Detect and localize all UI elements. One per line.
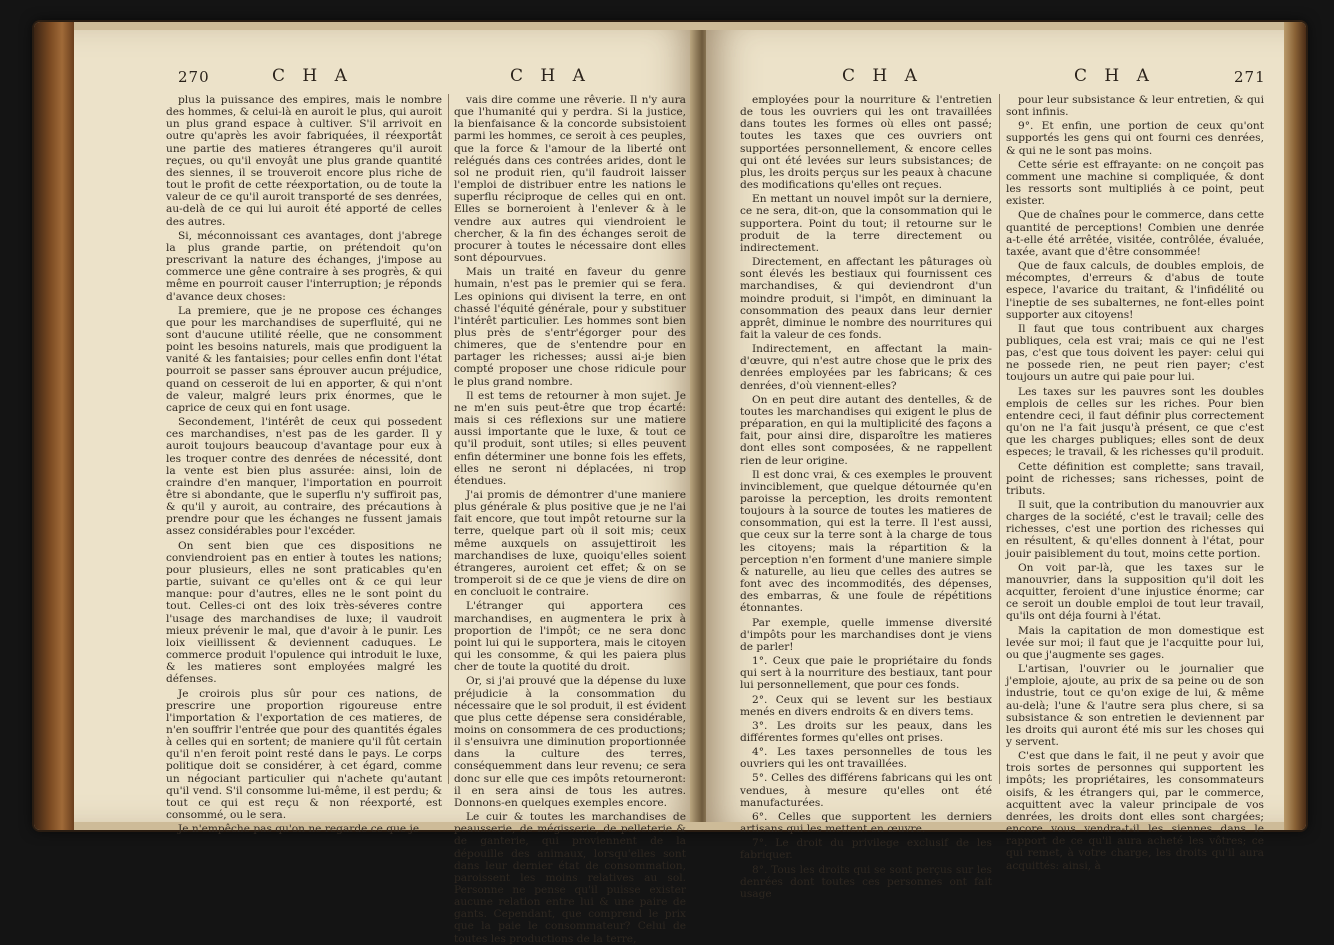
page-number-right: 271 xyxy=(1234,68,1266,86)
right-page xyxy=(706,30,1284,900)
paragraph: Directement, en affectant les pâturages où sont élevés les bestiaux qui fournissent ces marchandises, & qui deviendront d'un moindre produit, si l'impôt, en diminuant la consommation des peaux dans leur dernier apprêt, diminue le nombre des nourritures qui fait la valeur de ces fonds. xyxy=(740,256,992,341)
paragraph: C'est que dans le fait, il ne peut y avoir que trois sortes de personnes qui supportent les impôts; les propriétaires, les consommateurs oisifs, & les étrangers qui, par le commerce, acquittent avec la valeur principale de vos denrées, les droits dont elles sont chargées; encore vous vendra-t-il les siennes dans le rapport de ce qu'il aura acheté les vôtres; ce qui remet, à votre charge, les droits qu'il aura acquittés: ainsi, à xyxy=(1006,750,1264,872)
paragraph: 6°. Celles que supportent les derniers artisans qui les mettent en œuvre. xyxy=(740,810,992,836)
paragraph: Or, si j'ai prouvé que la dépense du luxe préjudicie à la consommation du nécessaire que le sol produit, il est évident que plus cette dépense sera considérable, moins on consommera de ces productions; il s'ensuivra une diminution proportionnée dans la culture des terres, conséquemment dans leur revenu; ce sera donc sur elle que ces impôts retourneront: il en sera ainsi de tous les autres. Donnons-en quelques exemples encore. xyxy=(454,675,686,809)
paragraph: Les taxes sur les pauvres sont les doubles emplois de celles sur les riches. Pour bien entendre ceci, il faut définir plus correctement qu'on ne l'a fait jusqu'à présent, ce que c'est que les charges publiques; elles sont de deux especes; le travail, & les richesses qu'il produit. xyxy=(1006,385,1264,459)
left-page-column-2 xyxy=(454,94,686,945)
paragraph: plus la puissance des empires, mais le nombre des hommes, & celui-là en auroit le plus, qui auroit un plus grand espace à cultiver. S'il arrivoit en outre qu'après les avoir fabriquées, il réexportât une partie des matieres étrangeres qu'il auroit reçues, ou qu'il envoyât une plus grande quantité des siennes, il se trouveroit encore plus riche de tout le profit de cette réexportation, ou de toute la valeur de ce qu'il auroit transporté de ses denrées, au-delà de ce qui lui auroit été apporté de celles des autres. xyxy=(166,94,442,228)
column-rule-right xyxy=(999,94,1000,784)
running-head-right-2: C H A xyxy=(1074,66,1155,86)
running-head-right-1: C H A xyxy=(842,66,923,86)
paragraph: Le cuir & toutes les marchandises de peausserie, de mégisserie, de pelleterie & de ganterie, qui proviennent de la dépouille des animaux, lorsqu'elles sont dans leur dernier état de consommation, paroissent les moins relatives au sol. Personne ne pense qu'il puisse exister aucune relation entre lui & une paire de gants. Cependant, que comprend le prix que la paie le consommateur? Celui de toutes les productions de la terre, xyxy=(454,811,686,945)
right-page-column-2 xyxy=(1006,94,1264,872)
paragraph: En mettant un nouvel impôt sur la derniere, ce ne sera, dit-on, que la consommation qui le supportera. Point du tout; il retourne sur le produit de la terre directement ou indirectement. xyxy=(740,193,992,254)
paragraph: 2°. Ceux qui se levent sur les bestiaux menés en divers endroits & en divers tems. xyxy=(740,693,992,718)
paragraph: employées pour la nourriture & l'entretien de tous les ouvriers qui les ont travaillées dans toutes les formes où elles ont passé; toutes les taxes que ces ouvriers ont supportées personnellement, & encore celles qui ont été levées sur leurs subsistances; de plus, les droits perçus sur les peaux à chacune des modifications qu'elles ont reçues. xyxy=(740,94,992,192)
paragraph: 3°. Les droits sur les peaux, dans les différentes formes qu'elles ont prises. xyxy=(740,719,992,744)
right-page-column-1 xyxy=(740,94,992,900)
left-page xyxy=(74,30,698,945)
paragraph: Que de chaînes pour le commerce, dans cette quantité de perceptions! Combien une denrée a-t-elle été arrêtée, visitée, contrôlée, évaluée, taxée, avant que d'être consommée! xyxy=(1006,209,1264,258)
paragraph: 5°. Celles des différens fabricans qui les ont vendues, à mesure qu'elles ont été manufacturées. xyxy=(740,772,992,809)
paragraph: Je croirois plus sûr pour ces nations, de prescrire une proportion rigoureuse entre l'importation & l'exportation de ces matieres, de n'en souffrir l'entrée que pour des quantités égales à celles qui en sortent; de maniere qu'il fût certain qu'il n'en feroit point resté dans le pays. Le corps politique doit se considérer, à cet égard, comme un négociant particulier qui n'achete qu'autant qu'il vend. S'il consomme lui-même, il est perdu; & tout ce qui est reçu & non réexporté, est consommé, ou le sera. xyxy=(166,687,442,822)
column-rule-left xyxy=(448,94,449,784)
paragraph: Il est donc vrai, & ces exemples le prouvent invinciblement, que quelque détournée qu'en paroisse la perception, les droits remontent toujours à la source de toutes les matieres de consommation, qui est la terre. Il l'est aussi, que ceux sur la terre sont à la charge de tous les citoyens; mais la répartition & la perception n'en forment d'une maniere simple & naturelle, au lieu que celles des autres se font avec des incommodités, des dépenses, des embarras, & une foule de répétitions étonnantes. xyxy=(740,468,992,615)
paragraph: Cette série est effrayante: on ne conçoit pas comment une machine si compliquée, & dont les ressorts sont multipliés à ce point, peut exister. xyxy=(1006,158,1264,208)
paragraph: 7°. Le droit du privilege exclusif de les fabriquer. xyxy=(740,837,992,862)
paragraph: L'artisan, l'ouvrier ou le journalier que j'emploie, ajoute, au prix de sa peine ou de son industrie, tout ce qu'on exige de lui, & même au-delà; l'une & l'autre sera plus chere, si sa subsistance & son entretien le deviennent par les droits qui auront été mis sur les choses qui y servent. xyxy=(1006,663,1264,748)
paragraph: 4°. Les taxes personnelles de tous les ouvriers qui les ont travaillées. xyxy=(740,746,992,771)
paragraph: On voit par-là, que les taxes sur le manouvrier, dans la supposition qu'il doit les acquitter, feroient d'une injustice énorme; car ce seroit un double emploi de tout leur travail, qu'ils ont déja fourni à l'état. xyxy=(1006,561,1264,623)
paragraph: Que de faux calculs, de doubles emplois, de mécomptes, d'erreurs & d'abus de toute espece, l'avarice du traitant, & l'infidélité ou l'ineptie de ses subalternes, ne font-elles point supporter aux citoyens! xyxy=(1006,260,1264,321)
right-page-header xyxy=(706,66,1284,90)
paragraph: Secondement, l'intérêt de ceux qui possedent ces marchandises, n'est pas de les garder. Il y auroit toujours beaucoup d'avantage pour eux à les troquer contre des denrées de nécessité, dont la vente est bien plus assurée: ainsi, loin de craindre d'en manquer, l'importation en pourroit être si abondante, que le superflu n'y suffiroit pas, & qu'il y auroit, au contraire, des précautions à prendre pour que les échanges ne fussent jamais assez considérables pour l'excéder. xyxy=(166,416,442,538)
paragraph: Je n'empêche pas qu'on ne regarde ce que je xyxy=(178,823,420,836)
paragraph: J'ai promis de démontrer d'une maniere plus générale & plus positive que je ne l'ai fait encore, que tout impôt retourne sur la terre, quelque part où il soit mis; ceux même auxquels on assujettiroit les marchandises de luxe, quoiqu'elles soient étrangeres, auroient cet effet; & on se tromperoit si de ce que je viens de dire on en concluoit le contraire. xyxy=(454,489,686,599)
paragraph: 1°. Ceux que paie le propriétaire du fonds qui sert à la nourriture des bestiaux, tant pour lui personnellement, que pour ces fonds. xyxy=(740,655,992,692)
page-number-left: 270 xyxy=(178,68,210,86)
paragraph: Par exemple, quelle immense diversité d'impôts pour les marchandises dont je viens de parler! xyxy=(740,616,992,653)
paragraph: 9°. Et enfin, une portion de ceux qu'ont supportés les gens qui ont fourni ces denrées, & qui ne le sont pas moins. xyxy=(1006,120,1264,157)
paragraph: pour leur subsistance & leur entretien, & qui sont infinis. xyxy=(1006,94,1264,119)
paragraph: On sent bien que ces dispositions ne conviendroient pas en entier à toutes les nations; pour plusieurs, elles ne sont praticables qu'en partie, suivant ce qu'elles ont & ce qui leur manque: pour d'autres, elles ne le sont point du tout. Celles-ci ont des loix très-séveres contre l'usage des marchandises de luxe; il vaudroit mieux prévenir le mal, que d'avoir à le punir. Les loix vieillissent & deviennent caduques. Le commerce produit l'opulence qui introduit le luxe, & les matieres sont employées malgré les défenses. xyxy=(166,539,442,686)
paragraph: 8°. Tous les droits qui se sont perçus sur les denrées dont toutes ces personnes ont fait usage xyxy=(740,863,992,900)
paragraph: Cette définition est complette; sans travail, point de richesses; sans richesses, point de tributs. xyxy=(1006,460,1264,497)
open-book xyxy=(34,22,1306,945)
paragraph: On en peut dire autant des dentelles, & de toutes les marchandises qui exigent le plus de préparation, en qui la multiplicité des façons a fait, pour ainsi dire, disparoître les matieres dont elles sont composées, & ne rappellent rien de leur origine. xyxy=(740,393,992,467)
paragraph: L'étranger qui apportera ces marchandises, en augmentera le prix à proportion de l'impôt; ce ne sera donc point lui qui le supportera, mais le citoyen qui les consomme, & qui les paiera plus cher de toute la quotité du droit. xyxy=(454,600,686,674)
paragraph: Indirectement, en affectant la main-d'œuvre, qui n'est autre chose que le prix des denrées employées par les fabricans; & ces denrées, d'où viennent-elles? xyxy=(740,343,992,392)
running-head-left-1: C H A xyxy=(272,66,353,86)
left-page-header xyxy=(74,66,698,90)
left-page-column-1 xyxy=(166,94,442,836)
paragraph: Il suit, que la contribution du manouvrier aux charges de la société, c'est le travail; celle des richesses, c'est une portion des richesses qui en résultent, & qu'elles donnent à l'état, pour jouir paisiblement du tout, moins cette portion. xyxy=(1006,499,1264,560)
book-edge-left xyxy=(34,22,74,830)
paragraph: Mais un traité en faveur du genre humain, n'est pas le premier qui se fera. Les opinions qui divisent la terre, en ont chassé l'équité générale, pour y substituer l'intérêt particulier. Les hommes sont bien plus près de s'entr'égorger pour des chimeres, que de s'entendre pour en partager les richesses; aussi ai-je bien compté proposer une chose ridicule pour le plus grand nombre. xyxy=(454,266,686,388)
paragraph: Il est tems de retourner à mon sujet. Je ne m'en suis peut-être que trop écarté: mais si ces réflexions sur une matiere aussi importante que le luxe, & tout ce qu'il produit, sont utiles; si elles peuvent enfin déterminer une bonne fois les effets, elles ne seront ni déplacées, ni trop étendues. xyxy=(454,389,686,487)
paragraph: Il faut que tous contribuent aux charges publiques, cela est vrai; mais ce qui ne l'est pas, c'est que tous doivent les payer: celui qui ne possede rien, ne peut rien payer; c'est toujours un autre qui paie pour lui. xyxy=(1006,322,1264,384)
paragraph: La premiere, que je ne propose ces échanges que pour les marchandises de superfluité, qui ne sont d'aucune utilité réelle, que ne consomment point les besoins naturels, mais que prodiguent la vanité & les fantaisies; pour celles enfin dont l'état pourroit se passer sans éprouver aucun préjudice, quand on cesseroit de lui en apporter, & qui n'ont de valeur, malgré leurs prix énormes, que le caprice de ceux qui en font usage. xyxy=(166,304,442,414)
running-head-left-2: C H A xyxy=(510,66,591,86)
book-edge-right xyxy=(1284,22,1306,830)
paragraph: Si, méconnoissant ces avantages, dont j'abrege la plus grande partie, on prétendoit qu'on prescrivant la nature des échanges, j'impose au commerce une gêne contraire à ses progrès, & qui même en pourroit causer l'interruption; je réponds d'avance deux choses: xyxy=(166,229,442,303)
paragraph: vais dire comme une rêverie. Il n'y aura que l'humanité qui y perdra. Si la justice, la bienfaisance & la concorde subsistoient parmi les hommes, ce seroit à ces peuples, que la force & l'amour de la liberté ont relégués dans ces contrées arides, dont le sol ne produit rien, qu'il faudroit laisser l'emploi de distribuer entre les nations le superflu réciproque de celles qui en ont. Elles se borneroient à l'enlever & à le vendre aux autres qui viendroient le chercher, & la fin des échanges seroit de procurer à toutes le nécessaire dont elles sont dépourvues. xyxy=(454,94,686,265)
paragraph: Mais la capitation de mon domestique est levée sur moi; il faut que je l'acquitte pour lui, ou que j'augmente ses gages. xyxy=(1006,624,1264,661)
